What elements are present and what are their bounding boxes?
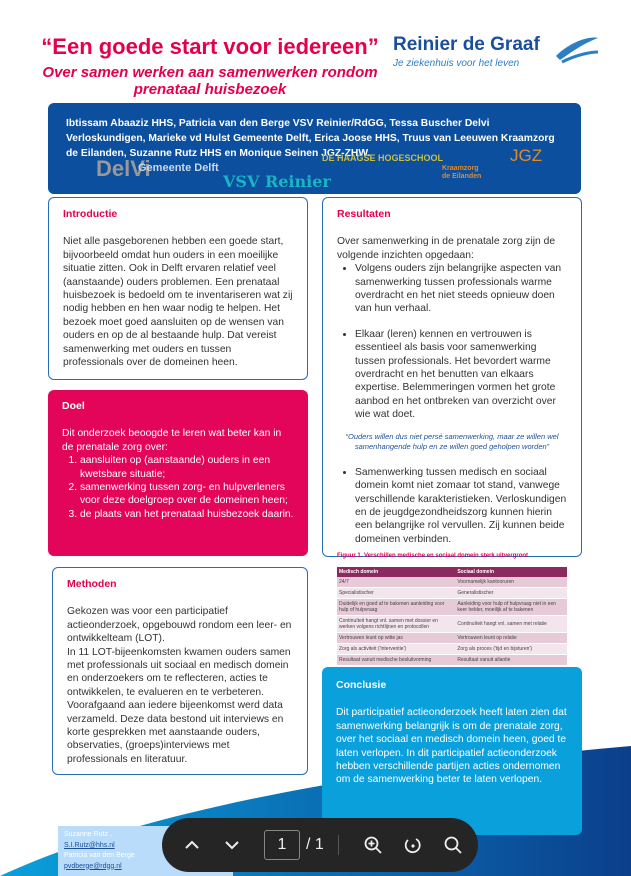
intro-text: Niet alle pasgeborenen hebben een goede start, bijvoorbeeld omdat hun ouders in een moeilijke situatie zitten. Ook in Delft ervaren relatief veel (aanstaande) ouders problemen. Een prenataal huisbezoek is bedoeld om te inventariseren wat zij nodig hebben en hen waar nodig te helpen. Het bezoek moet goed aansluiten op de wensen van ouders en op de al bestaande hulp. Dat vereist samenwerking met ouders en tussen professionals over de domeinen heen. <box>63 236 293 369</box>
intro-section <box>48 197 308 380</box>
authors: Ibtissam Abaaziz HHS, Patricia van den Berge VSV Reinier/RdGG, Tessa Buscher Delvi Verloskundigen, Marieke vd Hulst Gemeente Delft, Erica Joose HHS, Truus van Leeuwen Kraamzorg de Eilanden, Suzanne Rutz HHS en Monique Seinen JGZ-ZHW. <box>66 118 555 159</box>
table-cell: Zorg als activiteit ('interventie') <box>337 643 455 654</box>
previous-page-button[interactable] <box>172 825 212 865</box>
resultaten-quote: “Ouders willen dus niet persé samenwerking, maar ze willen wel samenhangende hulp en ze willen goed geholpen worden” <box>345 431 559 451</box>
pdf-toolbar <box>162 818 478 872</box>
table-cell: Vertrouwen leunt op relatie <box>455 632 567 643</box>
methoden-section <box>52 567 308 775</box>
chevron-down-icon <box>225 840 239 850</box>
table-cell: Resultaat vanuit medische besluitvorming <box>337 654 455 665</box>
vsv-reinier-logo: VSV Reinier <box>223 172 331 191</box>
table-cell: Aanleiding voor hulp of hulpvraag niet in een keer helder, moeilijk af te bakenen <box>455 598 567 615</box>
methoden-p1: Gekozen was voor een participatief actieonderzoek, opgebouwd rondom een leer- en ontwikkelteam (LOT). <box>67 606 292 645</box>
gemeente-delft-logo: Gemeente Delft <box>138 162 219 174</box>
doel-item: 3. de plaats van het prenataal huisbezoek daarin. <box>80 508 294 521</box>
table-cell: 24/7 <box>337 577 455 588</box>
contact-email-link[interactable]: S.I.Rutz@hhs.nl <box>64 841 115 849</box>
toolbar-divider <box>338 835 339 855</box>
next-page-button[interactable] <box>212 825 252 865</box>
intro-heading: Introductie <box>63 208 118 220</box>
conclusie-heading: Conclusie <box>336 679 387 691</box>
contact-name: Patricia van den Berge <box>64 852 135 859</box>
poster-subtitle: Over samen werken aan samenwerken rondom prenataal huisbezoek <box>42 64 378 98</box>
doel-section <box>48 390 308 556</box>
doel-heading: Doel <box>62 400 85 412</box>
reinier-tagline: Je ziekenhuis voor het leven <box>393 58 520 69</box>
conclusie-section <box>322 667 582 835</box>
jgz-logo: JGZ <box>510 146 543 165</box>
chevron-up-icon <box>185 840 199 850</box>
table-cell: Duidelijk en goed af te bakenen aanleiding voor hulp of hulpvraag <box>337 598 455 615</box>
table-cell: Zorg als proces ('tijd en bijsturen') <box>455 643 567 654</box>
doel-item: 1. aansluiten op (aanstaande) ouders in een kwetsbare situatie; <box>80 454 294 481</box>
contact-email-link[interactable]: pvdberge@rdgg.nl <box>64 862 122 870</box>
table-row <box>337 654 567 665</box>
table-row <box>337 577 567 588</box>
table-header: Medisch domein <box>337 567 455 577</box>
methoden-p2: In 11 LOT-bijeenkomsten kwamen ouders samen met professionals uit sociaal en medisch domein en onderzoekers om te reflecteren, acties te ontwikkelen, te evalueren en te verbeteren. <box>67 646 291 698</box>
table-cell: Voornamelijk kantooruren <box>455 577 567 588</box>
table-cell: Specialistischer <box>337 587 455 598</box>
page-total: / 1 <box>306 836 324 853</box>
table-cell: Continuïteit hangt vnl. samen met dossier en werken volgens richtlijnen en protocollen <box>337 615 455 632</box>
resultaten-bullet: • Samenwerking tussen medisch en sociaal domein komt niet zomaar tot stand, vanwege verschillende karakteristieken. Verloskundigen en de jeugdgezondheidszorg kunnen hierin een belangrijke rol vervullen. Zij kunnen beide domeinen verbinden. <box>355 466 567 546</box>
table-row <box>337 587 567 598</box>
methoden-heading: Methoden <box>67 578 117 590</box>
contact-name: Suzanne Rutz , <box>64 831 112 838</box>
zoom-in-button[interactable] <box>353 825 393 865</box>
reinier-logo: Reinier de Graaf <box>393 34 540 55</box>
table-row <box>337 643 567 654</box>
domain-table <box>337 567 567 666</box>
figure-caption: Figuur 1. Verschillen medische en sociaal domein sterk uitvergroot <box>337 553 529 560</box>
table-cell: Resultaat vanuit allantie <box>455 654 567 665</box>
resultaten-bullet: • Volgens ouders zijn belangrijke aspecten van samenwerking tussen professionals warme overdracht en het niet steeds opnieuw doen van hun verhaal. <box>355 262 567 316</box>
rotate-button[interactable] <box>393 825 433 865</box>
table-header: Sociaal domein <box>455 567 567 577</box>
table-cell: Vertrouwen leunt op witte jas <box>337 632 455 643</box>
resultaten-intro: Over samenwerking in de prenatale zorg zijn de volgende inzichten opgedaan: <box>337 236 556 261</box>
resultaten-heading: Resultaten <box>337 208 391 220</box>
delvi-logo: DelVi <box>96 156 151 181</box>
methoden-p3: Voorafgaand aan iedere bijeenkomst werd data verzameld. Deze data bestond uit interviews en korte gesprekken met aanstaande ouders, observaties, (groeps)interviews met professionals en literatuur. <box>67 700 284 765</box>
zoom-in-icon <box>364 836 382 854</box>
conclusie-text: Dit participatief actieonderzoek heeft laten zien dat samenwerking belangrijk is om de prenatale zorg, over het sociaal en medisch domein heen, goed te laten verlopen. In dit participatief actieonderzoek hebben verschillende partijen acties ondernomen om de samenwerking beter te laten verlopen. <box>336 707 567 786</box>
kraamzorg-logo: Kraamzorg de Eilanden <box>442 165 482 180</box>
search-icon <box>444 836 462 854</box>
resultaten-section <box>322 197 582 663</box>
table-cell: Continuïteit hangt vnl. samen met relatie <box>455 615 567 632</box>
page-number-input[interactable]: 1 <box>264 830 300 860</box>
haagse-hogeschool-logo: DE HAAGSE HOGESCHOOL <box>322 153 444 163</box>
doel-text: Dit onderzoek beoogde te leren wat beter kan in de prenatale zorg over: <box>62 428 282 453</box>
rotate-icon <box>404 836 422 854</box>
table-cell: Generalistischer <box>455 587 567 598</box>
authors-banner <box>48 103 581 194</box>
resultaten-bullet: • Elkaar (leren) kennen en vertrouwen is essentieel als basis voor samenwerking tussen professionals. Het bevordert warme overdracht en het benutten van elkaars expertise. Belemmeringen vormen het grote aanbod en het ontbreken van overzicht over wie wat doet. <box>355 328 567 422</box>
table-row <box>337 632 567 643</box>
doel-item: 2. samenwerking tussen zorg- en hulpverleners voor deze doelgroep over de domeinen heen; <box>80 481 294 508</box>
poster-title: “Een goede start voor iedereen” <box>41 34 379 59</box>
search-button[interactable] <box>433 825 473 865</box>
table-row <box>337 615 567 632</box>
reinier-swirl-icon <box>552 30 602 66</box>
table-row <box>337 598 567 615</box>
